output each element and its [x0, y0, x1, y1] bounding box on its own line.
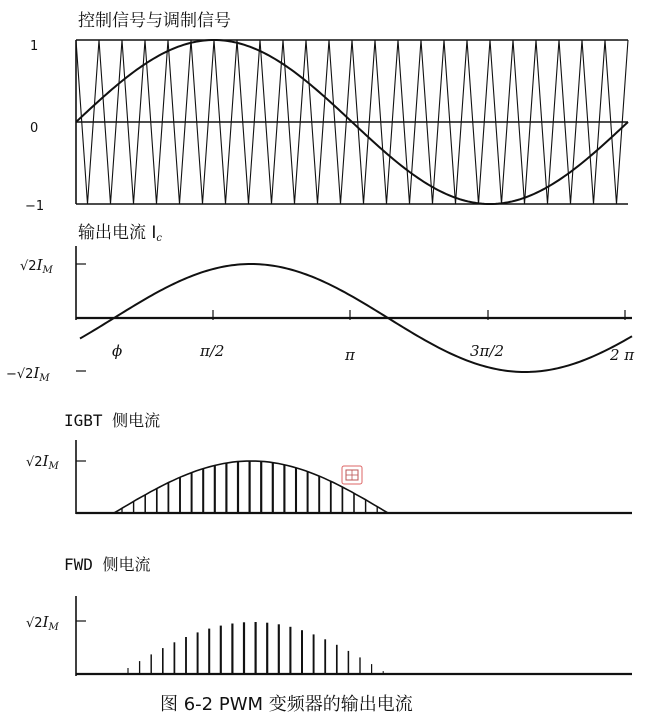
igbt-panel [26, 411, 632, 514]
output-panel-title: 输出电流 Ic [78, 223, 163, 244]
fwd-panel-title: FWD 侧电流 [64, 555, 151, 574]
control-tick-bottom: −1 [25, 199, 45, 214]
fwd-panel [26, 555, 632, 676]
control-panel [25, 11, 628, 214]
igbt-label: √2IM [26, 452, 59, 472]
control-panel-title: 控制信号与调制信号 [78, 11, 231, 31]
control-tick-mid: 0 [30, 121, 39, 136]
output-xlabel-pi-half: π/2 [200, 342, 225, 360]
output-xlabel-3pi-half: 3π/2 [470, 342, 504, 360]
output-xlabel-pi: π [345, 346, 355, 364]
output-xlabel-phi: ϕ [112, 342, 123, 360]
control-tick-top: 1 [30, 39, 39, 54]
output-panel [6, 223, 635, 384]
output-xlabel-2pi: 2 π [610, 346, 635, 364]
output-label-neg: −√2IM [6, 364, 50, 384]
figure-caption: 图 6-2 PWM 变频器的输出电流 [160, 694, 413, 715]
igbt-panel-title: IGBT 侧电流 [64, 411, 161, 430]
fwd-label: √2IM [26, 613, 59, 633]
image-icon[interactable] [342, 466, 362, 484]
fwd-pulses [128, 622, 383, 674]
output-label-pos: √2IM [20, 256, 53, 276]
